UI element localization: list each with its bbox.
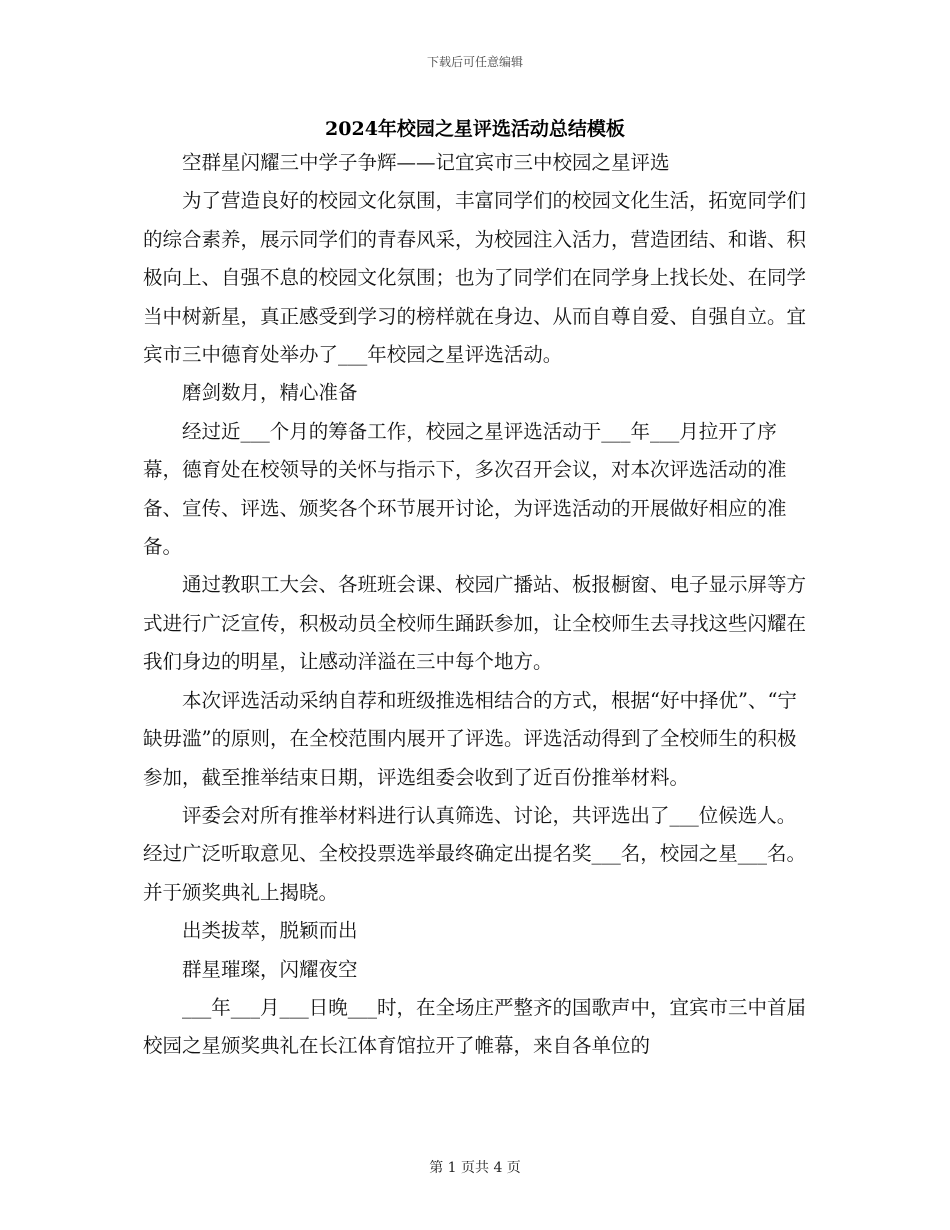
section-heading: 出类拔萃，脱颖而出 (182, 919, 358, 943)
body-paragraph: 为了营造良好的校园文化氛围，丰富同学们的校园文化生活，拓宽同学们的综合素养，展示同学们的青春风采，为校园注入活力，营造团结、和谐、积极向上、自强不息的校园文化氛围；也为了同学们在同学身上找长处、在同学当中树新星，真正感受到学习的榜样就在身边、从而自尊自爱、自强自立。宜宾市三中德育处举办了___年校园之星评选活动。 (143, 189, 807, 367)
body-paragraph: 本次评选活动采纳自荐和班级推选相结合的方式，根据“好中择优”、“宁缺毋滥”的原则，在全校范围内展开了评选。评选活动得到了全校师生的积极参加，截至推举结束日期，评选组委会收到了近百份推举材料。 (143, 688, 797, 789)
header-note: 下载后可任意编辑 (426, 55, 523, 69)
body-paragraph: 通过教职工大会、各班班会课、校园广播站、板报橱窗、电子显示屏等方式进行广泛宣传，积极动员全校师生踊跃参加，让全校师生去寻找这些闪耀在我们身边的明星，让感动洋溢在三中每个地方。 (143, 573, 807, 674)
section-heading: 群星璀璨，闪耀夜空 (182, 957, 358, 981)
document-title: 2024年校园之星评选活动总结模板 (325, 118, 625, 140)
section-heading: 磨剑数月，精心准备 (182, 381, 358, 405)
body-paragraph: 评委会对所有推举材料进行认真筛选、讨论，共评选出了___位候选人。经过广泛听取意见、全校投票选举最终确定出提名奖___名，校园之星___名。并于颁奖典礼上揭晓。 (143, 803, 807, 904)
body-paragraph: ___年___月___日晚___时，在全场庄严整齐的国歌声中，宜宾市三中首届校园之星颁奖典礼在长江体育馆拉开了帷幕，来自各单位的 (143, 995, 807, 1058)
document-body (143, 144, 808, 1066)
page-footer: 第 1 页共 4 页 (429, 1160, 521, 1176)
subtitle-paragraph: 空群星闪耀三中学子争辉——记宜宾市三中校园之星评选 (182, 151, 670, 174)
body-paragraph: 经过近___个月的筹备工作，校园之星评选活动于___年___月拉开了序幕，德育处在校领导的关怀与指示下，多次召开会议，对本次评选活动的准备、宣传、评选、颁奖各个环节展开讨论，为评选活动的开展做好相应的准备。 (143, 419, 787, 559)
